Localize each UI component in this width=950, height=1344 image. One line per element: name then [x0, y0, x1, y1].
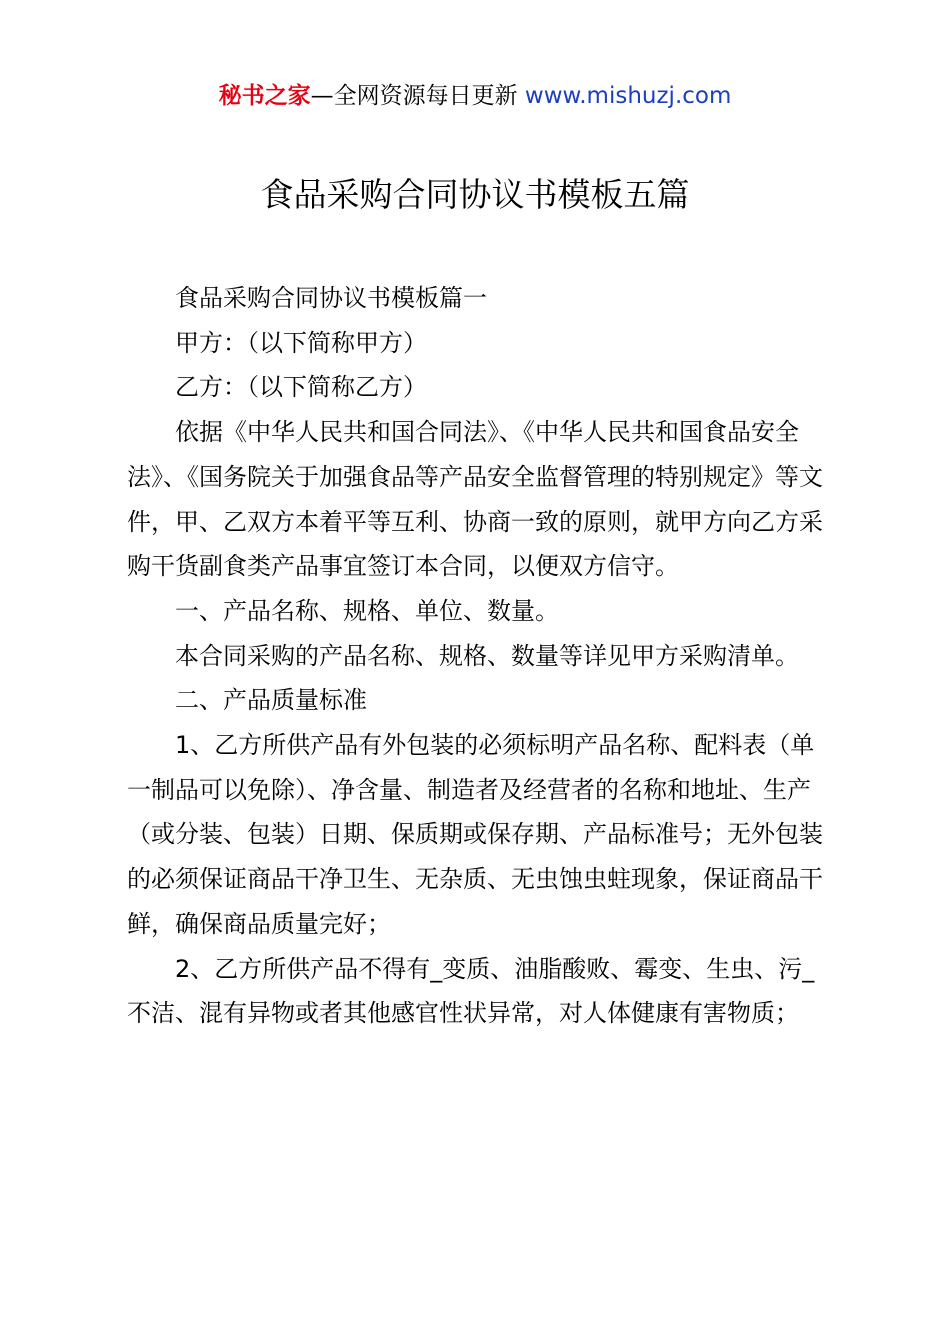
clause-1-text: 本合同采购的产品名称、规格、数量等详见甲方采购清单。	[175, 641, 799, 670]
clause-heading-1: 一、产品名称、规格、单位、数量。	[175, 596, 559, 625]
document-title: 食品采购合同协议书模板五篇	[260, 175, 690, 214]
preamble-paragraph: 依据《中华人民共和国合同法》、《中华人民共和国食品安全法》、《国务院关于加强食品等产品安全监督管理的特别规定》等文件，甲、乙双方本着平等互利、协商一致的原则，就甲方向乙方采购干货副食类产品事宜签订本合同，以便双方信守。	[127, 418, 823, 581]
document-body	[127, 276, 832, 1036]
site-link[interactable]: www.mishuzj.com	[524, 83, 732, 109]
section-heading: 食品采购合同协议书模板篇一	[175, 284, 487, 312]
clause-2-item-1: 1、乙方所供产品有外包装的必须标明产品名称、配料表（单一制品可以免除）、净含量、制造者及经营者的名称和地址、生产（或分装、包装）日期、保质期或保存期、产品标准号；无外包装的必须保证商品干净卫生、无杂质、无虫蚀虫蛀现象，保证商品干鲜，确保商品质量完好；	[127, 731, 823, 938]
page-header	[0, 80, 950, 112]
clause-2-item-2: 2、乙方所供产品不得有_变质、油脂酸败、霉变、生虫、污_不洁、混有异物或者其他感官性状异常，对人体健康有害物质；	[127, 954, 815, 1028]
party-a-line: 甲方：（以下简称甲方）	[175, 328, 427, 357]
clause-heading-2: 二、产品质量标准	[175, 686, 367, 715]
header-tagline: —全网资源每日更新	[310, 83, 518, 109]
party-b-line: 乙方：（以下简称乙方）	[175, 373, 427, 402]
brand-name: 秘书之家	[218, 83, 311, 109]
